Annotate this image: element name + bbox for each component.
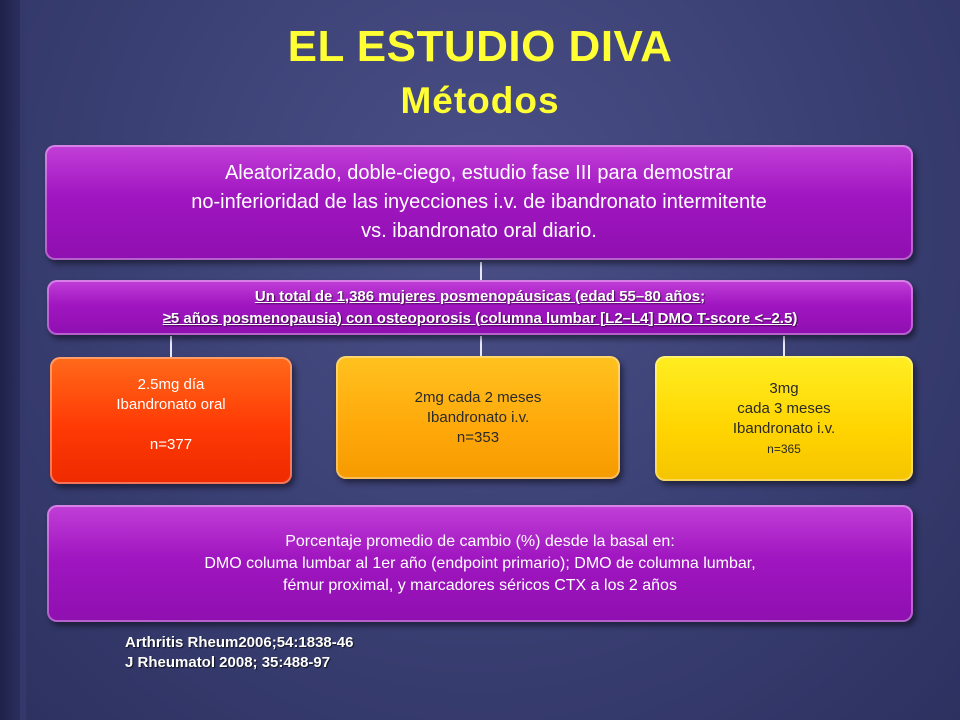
- slide-title: EL ESTUDIO DIVA: [287, 22, 673, 71]
- arm-3-line: Ibandronato i.v.: [732, 419, 836, 437]
- arm-3-line: n=365: [767, 441, 801, 456]
- arm-oral-daily-box: [50, 357, 292, 484]
- reference-item: Arthritis Rheum2006;54:1838-46: [125, 634, 354, 651]
- connector-population-to-arm-1: [170, 336, 172, 357]
- arm-2-line: n=353: [456, 428, 500, 446]
- arm-2-line: 2mg cada 2 meses: [414, 388, 542, 406]
- arm-3-line: cada 3 meses: [737, 399, 831, 417]
- arm-1-line: Ibandronato oral: [116, 396, 226, 413]
- study-design-line: Aleatorizado, doble-ciego, estudio fase III para demostrar: [224, 162, 734, 184]
- arm-iv-2-months-box: [336, 356, 620, 479]
- study-design-line: vs. ibandronato oral diario.: [361, 220, 597, 242]
- study-design-line: no-inferioridad de las inyecciones i.v. de ibandronato intermitente: [191, 191, 767, 213]
- endpoints-line: fémur proximal, y marcadores séricos CTX a los 2 años: [283, 576, 677, 594]
- references: [125, 633, 353, 673]
- reference-item: J Rheumatol 2008; 35:488-97: [125, 654, 331, 671]
- arm-2-line: Ibandronato i.v.: [426, 408, 530, 426]
- arm-3-line: 3mg: [769, 379, 799, 397]
- study-design-box: [45, 145, 913, 260]
- arm-1-line: 2.5mg día: [137, 376, 205, 393]
- population-line: Un total de 1,386 mujeres posmenopáusicas (edad 55–80 años;: [254, 287, 706, 305]
- endpoints-line: DMO columa lumbar al 1er año (endpoint primario); DMO de columna lumbar,: [204, 554, 756, 572]
- connector-design-to-population: [480, 262, 482, 280]
- connector-population-to-arm-2: [480, 336, 482, 356]
- arm-1-line: [100, 415, 242, 435]
- population-box: [47, 280, 913, 335]
- slide-subtitle: Métodos: [400, 80, 560, 121]
- population-line: ≥5 años posmenopausia) con osteoporosis (columna lumbar [L2–L4] DMO T-score <–2.5): [162, 309, 798, 327]
- arm-1-line: n=377: [149, 436, 193, 453]
- arm-iv-3-months-box: [655, 356, 913, 481]
- endpoints-line: Porcentaje promedio de cambio (%) desde la basal en:: [285, 532, 675, 550]
- connector-population-to-arm-3: [783, 336, 785, 356]
- endpoints-box: [47, 505, 913, 622]
